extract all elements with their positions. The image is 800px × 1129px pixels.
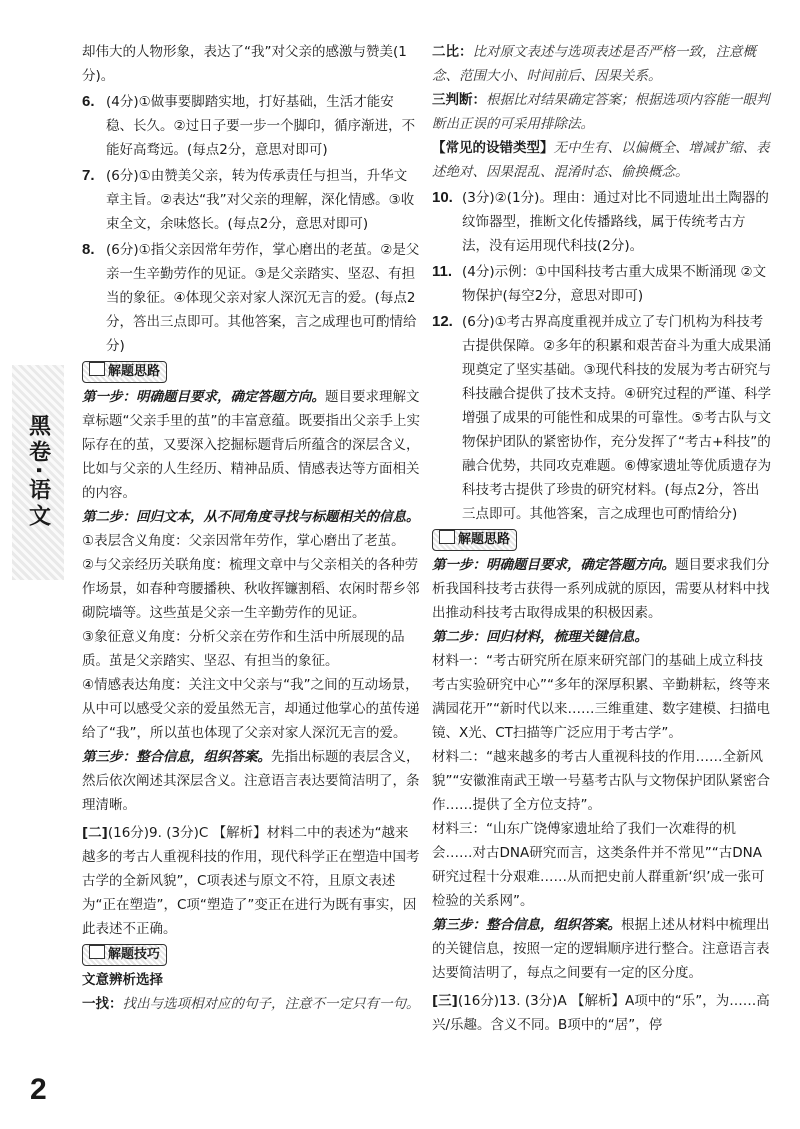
subject-sidebar-tab (12, 365, 64, 580)
tip-4 (432, 136, 772, 184)
tip-text: 根据比对结果确定答案；根据选项内容能一眼判断出正误的可采用排除法。 (432, 92, 770, 132)
material-3: 材料三：“山东广饶傅家遗址给了我们一次难得的机会……对古DNA研究而言，这类条件并不常见”“古DNA研究过程十分艰难……从而把史前人群重新‘织’成一张可检验的关系网”。 (432, 821, 765, 909)
q5-continuation: 却伟大的人物形象，表达了“我”对父亲的感激与赞美(1分)。 (82, 44, 407, 84)
step-title: 第三步：整合信息，组织答案。 (432, 917, 621, 933)
angle-4: ④情感表达角度：关注文中父亲与“我”之间的互动场景，从中可以感受父亲的爱虽然无言，却通过他掌心的茧传递给了“我”，所以茧也体现了父亲对家人深沉无言的爱。 (82, 677, 420, 741)
step-text: 题目要求理解文章标题“父亲手里的茧”的丰富意蕴。既要指出父亲手上实际存在的茧，又要深入挖掘标题背后所蕴含的深层含义，比如与父亲的人生经历、精神品质、情感表达等方面相关的内容。 (82, 389, 420, 501)
question-answer: (3分)②(1分)。理由：通过对比不同遗址出土陶器的纹饰器型，推断文化传播路线，属于传统考古方法，没有运用现代科技(2分)。 (462, 190, 769, 254)
material-1: 材料一：“考古研究所在原来研究部门的基础上成立科技考古实验研究中心”“多年的深厚积累、辛勤耕耘，终等来满园花开”“新时代以来……三维重建、数字建模、扫描电镜、X光、CT扫描等广泛应用于考古学”。 (432, 653, 770, 741)
question-answer: (4分)①做事要脚踏实地，打好基础，生活才能安稳、长久。②过日子要一步一个脚印，循序渐进，不能好高骛远。(每点2分，意思对即可) (106, 94, 416, 158)
step-2-title: 第二步：回归文本，从不同角度寻找与标题相关的信息。 (82, 509, 420, 525)
subject-label: 黑卷·语文 (25, 414, 51, 531)
step-3 (82, 745, 420, 817)
step-2-title: 第二步：回归材料，梳理关键信息。 (432, 629, 648, 645)
question-answer: (4分)示例：①中国科技考古重大成果不断涌现 ②文物保护(每空2分，意思对即可) (462, 264, 767, 304)
question-12 (432, 310, 772, 526)
tip-text: 无中生有、以偏概全、增减扩缩、表述绝对、因果混乱、混淆时态、偷换概念。 (432, 140, 770, 180)
tip-label: 二比： (432, 44, 473, 60)
question-number: 6. (82, 93, 95, 110)
question-8 (82, 238, 420, 358)
page-number: 2 (30, 1073, 47, 1106)
step-title: 第三步：整合信息，组织答案。 (82, 749, 271, 765)
notebook-icon (439, 530, 455, 544)
tip-2 (432, 40, 772, 88)
question-11 (432, 260, 772, 308)
angle-1: ①表层含义角度：父亲因常年劳作，掌心磨出了老茧。 (82, 533, 405, 549)
solution-approach-badge (432, 529, 517, 551)
tip-1 (82, 992, 420, 1016)
step-1 (432, 553, 772, 625)
question-13 (432, 989, 772, 1037)
section-tag: [二] (82, 825, 108, 841)
left-column (82, 40, 420, 1016)
solution-tips-badge (82, 944, 167, 966)
step-text: 先指出标题的表层含义，然后依次阐述其深层含义。注意语言表达要简洁明了，条理清晰。 (82, 749, 420, 813)
step-text: 根据上述从材料中梳理出的关键信息，按照一定的逻辑顺序进行整合。注意语言表达要简洁明了，每点之间要有一定的区分度。 (432, 917, 770, 981)
question-10 (432, 186, 772, 258)
section-tag: [三] (432, 993, 458, 1009)
question-6 (82, 90, 420, 162)
angle-3: ③象征意义角度：分析父亲在劳作和生活中所展现的品质。茧是父亲踏实、坚忍、有担当的象征。 (82, 629, 405, 669)
step-text: 题目要求我们分析我国科技考古获得一系列成就的原因，需要从材料中找出推动科技考古取得成果的积极因素。 (432, 557, 770, 621)
angle-2: ②与父亲经历关联角度：梳理文章中与父亲相关的各种劳作场景，如春种弯腰播秧、秋收挥镰割稻、农闲时帮乡邻砌院墙等。这些茧是父亲一生辛勤劳作的见证。 (82, 557, 420, 621)
tip-text: 比对原文表述与选项表述是否严格一致，注意概念、范围大小、时间前后、因果关系。 (432, 44, 756, 84)
step-title: 第一步：明确题目要求，确定答题方向。 (432, 557, 675, 573)
question-answer: (16分)9. (3分)C 【解析】材料二中的表述为“越来越多的考古人重视科技的作用，现代科学正在塑造中国考古学的全新风貌”，C项表述与原文不符，且原文表述为“正在塑造”，C项“塑造了”变正在进行为既有事实，因此表述不正确。 (82, 825, 420, 937)
step-1 (82, 385, 420, 505)
solution-approach-badge (82, 361, 167, 383)
badge-label: 解题思路 (108, 364, 161, 379)
question-number: 12. (432, 313, 453, 330)
tip-label: 【常见的设错类型】 (432, 140, 554, 156)
tip-label: 一找： (82, 996, 123, 1012)
question-number: 10. (432, 189, 453, 206)
question-answer: (6分)①考古界高度重视并成立了专门机构为科技考古提供保障。②多年的积累和艰苦奋斗为重大成果涌现奠定了坚实基础。③现代科技的发展为考古研究与科技融合提供了技术支持。④研究过程的严谨、科学增强了成果的可能性和成果的可靠性。⑤考古队与文物保护团队的紧密协作，充分发挥了“考古+科技”的融合优势，共同攻克难题。⑥傅家遗址等优质遗存为科技考古提供了珍贵的研究材料。(每点2分，答出三点即可。其他答案，言之成理也可酌情给分) (462, 314, 772, 522)
badge-label: 解题技巧 (108, 947, 161, 962)
step-3 (432, 913, 772, 985)
right-column (432, 40, 772, 1037)
tip-label: 三判断： (432, 92, 486, 108)
key-icon (89, 945, 105, 959)
question-number: 7. (82, 167, 95, 184)
question-answer: (16分)13. (3分)A 【解析】A项中的“乐”，为……高兴/乐趣。含义不同。B项中的“居”，停 (432, 993, 770, 1033)
notebook-icon (89, 362, 105, 376)
question-answer: (6分)①指父亲因常年劳作，掌心磨出的老茧。②是父亲一生辛勤劳作的见证。③是父亲踏实、坚忍、有担当的象征。④体现父亲对家人深沉无言的爱。(每点2分，答出三点即可。其他答案，言之成理也可酌情给分) (106, 242, 420, 354)
step-title: 第一步：明确题目要求，确定答题方向。 (82, 389, 325, 405)
tip-3 (432, 88, 772, 136)
question-number: 8. (82, 241, 95, 258)
badge-label: 解题思路 (458, 532, 511, 547)
question-answer: (6分)①由赞美父亲，转为传承责任与担当，升华文章主旨。②表达“我”对父亲的理解，深化情感。③收束全文，余味悠长。(每点2分，意思对即可) (106, 168, 415, 232)
tips-title: 文意辨析选择 (82, 972, 163, 988)
material-2: 材料二：“越来越多的考古人重视科技的作用……全新风貌”“安徽淮南武王墩一号墓考古队与文物保护团队紧密合作……提供了全方位支持”。 (432, 749, 770, 813)
question-7 (82, 164, 420, 236)
tip-text: 找出与选项相对应的句子，注意不一定只有一句。 (122, 996, 420, 1012)
question-9 (82, 821, 420, 941)
question-number: 11. (432, 263, 453, 280)
